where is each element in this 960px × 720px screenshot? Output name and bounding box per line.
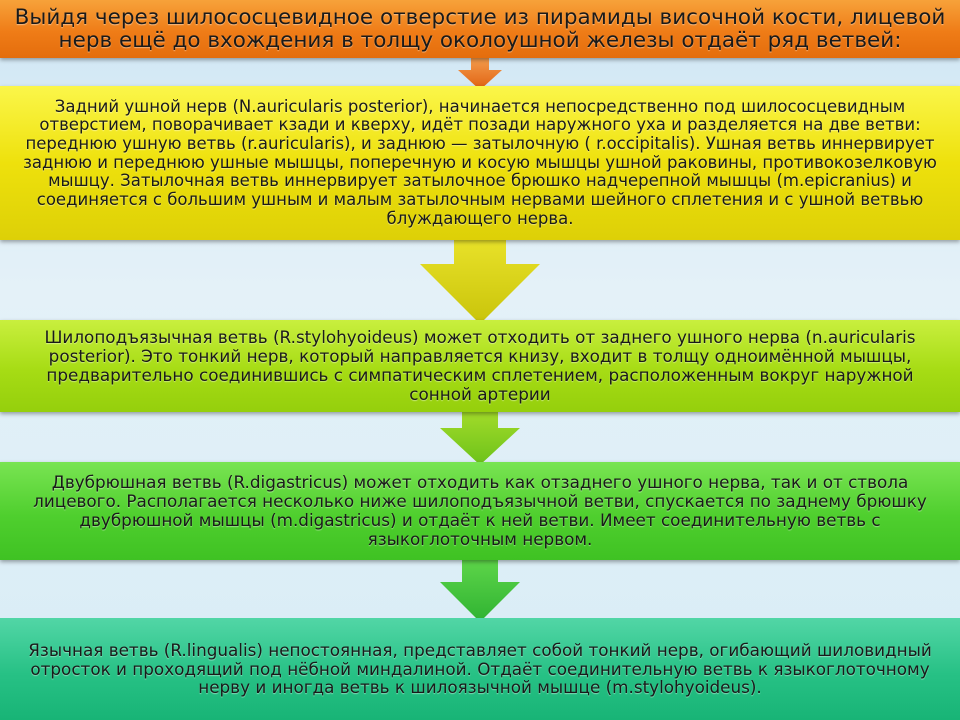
down-arrow-icon xyxy=(440,558,520,622)
digastric-branch-text: Двубрюшная ветвь (R.digastricus) может отходить как отзаднего ушного нерва, так и от ствола лицевого. Располагается несколько ниже шилоподъязычной ветви, спускается по заднему брюшку двубрюшной мышцы (m.digastricus) и отдаёт к ней ветви. Имеет соединительную ветвь с языкоглоточным нервом. xyxy=(33,472,927,549)
stylohyoid-branch-text: Шилоподъязычная ветвь (R.stylohyoideus) может отходить от заднего ушного нерва (n.auricularis posterior). Это тонкий нерв, который направляется книзу, входит в толщу одноимённой мышцы, предварительно соединившись с симпатическим сплетением, расположенным вокруг наружной сонной артерии xyxy=(44,327,916,404)
lingual-branch-box xyxy=(0,618,960,720)
intro-box xyxy=(0,0,960,58)
down-arrow-icon xyxy=(420,238,540,324)
down-arrow-icon xyxy=(440,410,520,465)
lingual-branch-text: Язычная ветвь (R.lingualis) непостоянная, представляет собой тонкий нерв, огибающий шиловидный отросток и проходящий под нёбной миндалиной. Отдаёт соединительную ветвь к языкоглоточному нерву и иногда ветвь к шилоязычной мышце (m.stylohyoideus). xyxy=(28,639,932,698)
stylohyoid-branch-box xyxy=(0,320,960,412)
digastric-branch-box xyxy=(0,462,960,560)
down-arrow-icon xyxy=(458,56,502,90)
posterior-auricular-nerve-box xyxy=(0,86,960,240)
intro-text: Выйдя через шилососцевидное отверстие из пирамиды височной кости, лицевой нерв ещё до вхождения в толщу околоушной железы отдаёт ряд ветвей: xyxy=(14,4,946,53)
posterior-auricular-nerve-text: Задний ушной нерв (N.auricularis posterior), начинается непосредственно под шилососцевидным отверстием, поворачивает кзади и кверху, идёт позади наружного уха и разделяется на две ветви: переднюю ушную ветвь (r.auricularis), и заднюю — затылочную ( r.occipitalis). Ушная ветвь иннервирует заднюю и переднюю ушные мышцы, поперечную и косую мышцы ушной раковины, противокозелковую мышцу. Затылочная ветвь иннервирует затылочное брюшко надчерепной мышцы (m.epicranius) и соединяется с большим ушным и малым затылочным нервами шейного сплетения и с ушной ветвью блуждающего нерва. xyxy=(23,96,937,228)
